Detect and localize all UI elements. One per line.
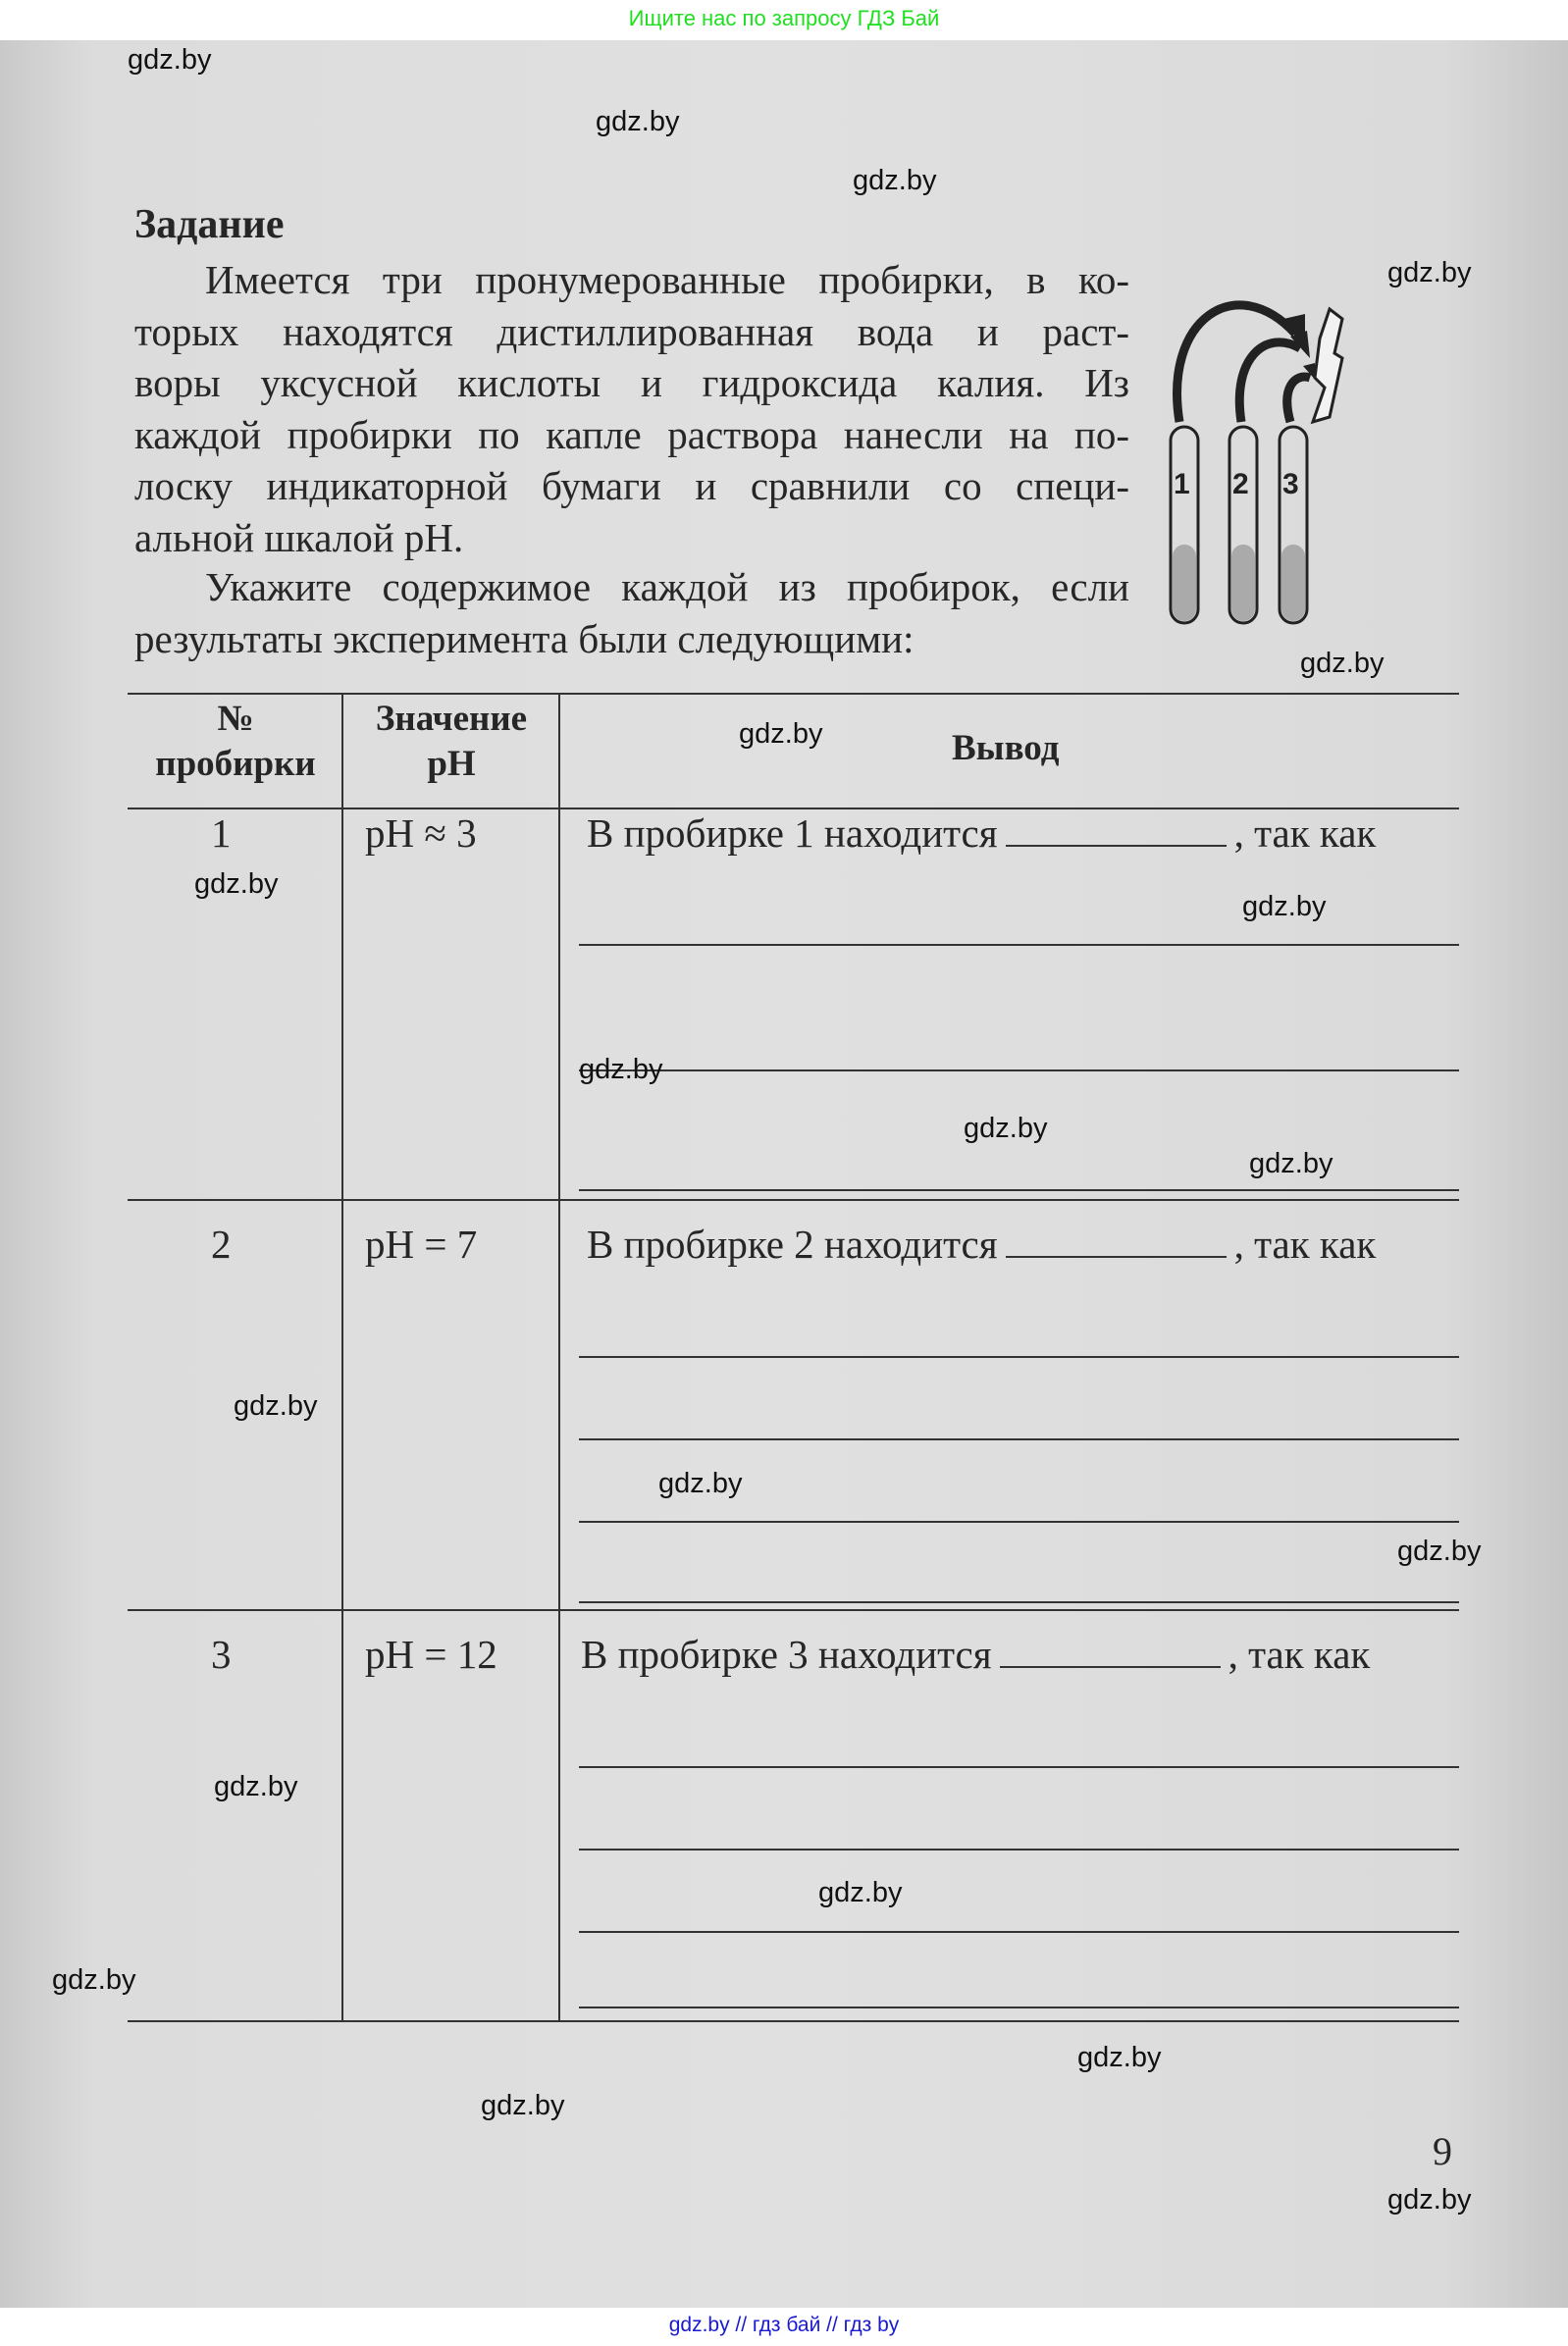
row-divider: [128, 1609, 1459, 1611]
watermark: gdz.by: [1249, 1148, 1333, 1179]
watermark: gdz.by: [1242, 891, 1327, 922]
answer-line[interactable]: [579, 1438, 1459, 1440]
watermark: gdz.by: [52, 1964, 136, 1996]
tube-label-1: 1: [1174, 468, 1190, 500]
answer-line[interactable]: [579, 1601, 1459, 1603]
watermark: gdz.by: [1387, 257, 1472, 288]
conclusion-text: В пробирке 1 находится: [587, 810, 998, 856]
answer-line[interactable]: [579, 1931, 1459, 1933]
watermark: gdz.by: [1397, 1536, 1482, 1567]
text-line: альной шкалой pH.: [134, 514, 464, 560]
tube-label-3: 3: [1282, 468, 1299, 500]
page-number: 9: [1433, 2129, 1452, 2173]
header-text: №: [217, 699, 254, 739]
conclusion-text: В пробирке 3 находится: [581, 1632, 992, 1677]
row-ph: pH = 12: [365, 1632, 497, 1677]
watermark: gdz.by: [658, 1468, 743, 1499]
answer-line[interactable]: [579, 1356, 1459, 1358]
text-line: Имеется три пронумерованные пробирки, в ко-: [205, 257, 1129, 302]
column-divider: [558, 693, 560, 2021]
watermark: gdz.by: [234, 1390, 318, 1422]
task-paragraph-1: [134, 254, 1129, 563]
table-top-border: [128, 693, 1459, 695]
watermark: gdz.by: [739, 718, 823, 750]
row-conclusion: [587, 1222, 1376, 1268]
row-divider: [128, 1199, 1459, 1201]
watermark: gdz.by: [964, 1113, 1048, 1144]
header-tube-number: [132, 697, 339, 787]
table-header-border: [128, 808, 1459, 809]
table-bottom-border: [128, 2020, 1459, 2022]
row-ph: pH ≈ 3: [365, 810, 477, 856]
footer-links[interactable]: gdz.by // гдз бай // гдз by: [0, 2308, 1568, 2346]
row-ph: pH = 7: [365, 1222, 478, 1267]
watermark: gdz.by: [579, 1054, 663, 1085]
watermark: gdz.by: [1077, 2042, 1162, 2073]
answer-blank[interactable]: [1006, 1226, 1227, 1258]
task-heading: Задание: [134, 202, 285, 247]
answer-line[interactable]: [579, 1849, 1459, 1851]
conclusion-text: , так как: [1233, 810, 1377, 856]
watermark: gdz.by: [853, 165, 937, 196]
conclusion-text: В пробирке 2 находится: [587, 1222, 998, 1267]
conclusion-text: , так как: [1228, 1632, 1371, 1677]
answer-line[interactable]: [579, 2007, 1459, 2008]
header-text: Значение: [375, 699, 528, 739]
top-banner[interactable]: Ищите нас по запросу ГДЗ Бай: [0, 0, 1568, 40]
watermark: gdz.by: [596, 106, 680, 137]
watermark: gdz.by: [214, 1771, 298, 1802]
answer-line[interactable]: [579, 944, 1459, 946]
text-line: воры уксусной кислоты и гидроксида калия. Из: [134, 360, 1129, 405]
watermark: gdz.by: [1300, 648, 1385, 679]
row-number: 3: [211, 1632, 232, 1677]
row-conclusion: [581, 1632, 1370, 1678]
row-conclusion: [587, 810, 1376, 857]
header-text: pH: [427, 744, 476, 784]
watermark: gdz.by: [481, 2090, 565, 2121]
header-text: пробирки: [155, 744, 316, 784]
text-line: результаты эксперимента были следующими:: [134, 615, 915, 661]
text-line: Укажите содержимое каждой из пробирок, если: [205, 564, 1129, 609]
watermark: gdz.by: [194, 868, 279, 900]
answer-line[interactable]: [579, 1521, 1459, 1523]
text-line: торых находятся дистиллированная вода и раст-: [134, 308, 1129, 354]
answer-blank[interactable]: [1006, 815, 1227, 847]
test-tubes-illustration: [1158, 280, 1452, 628]
answer-line[interactable]: [579, 1766, 1459, 1768]
conclusion-text: , так как: [1233, 1222, 1377, 1267]
text-line: лоску индикаторной бумаги и сравнили со специ-: [134, 463, 1129, 508]
row-number: 2: [211, 1222, 232, 1267]
watermark: gdz.by: [1387, 2184, 1472, 2216]
watermark: gdz.by: [128, 44, 212, 76]
text-line: каждой пробирки по капле раствора нанесли на по-: [134, 411, 1129, 457]
answer-blank[interactable]: [1000, 1637, 1221, 1668]
tube-label-2: 2: [1232, 468, 1249, 500]
answer-line[interactable]: [579, 1189, 1459, 1191]
header-ph: [348, 697, 554, 787]
answer-line[interactable]: [579, 1069, 1459, 1071]
row-number: 1: [211, 810, 232, 856]
watermark: gdz.by: [818, 1877, 903, 1908]
header-conclusion: Вывод: [952, 728, 1060, 768]
task-paragraph-2: [134, 561, 1129, 664]
column-divider: [341, 693, 343, 2021]
